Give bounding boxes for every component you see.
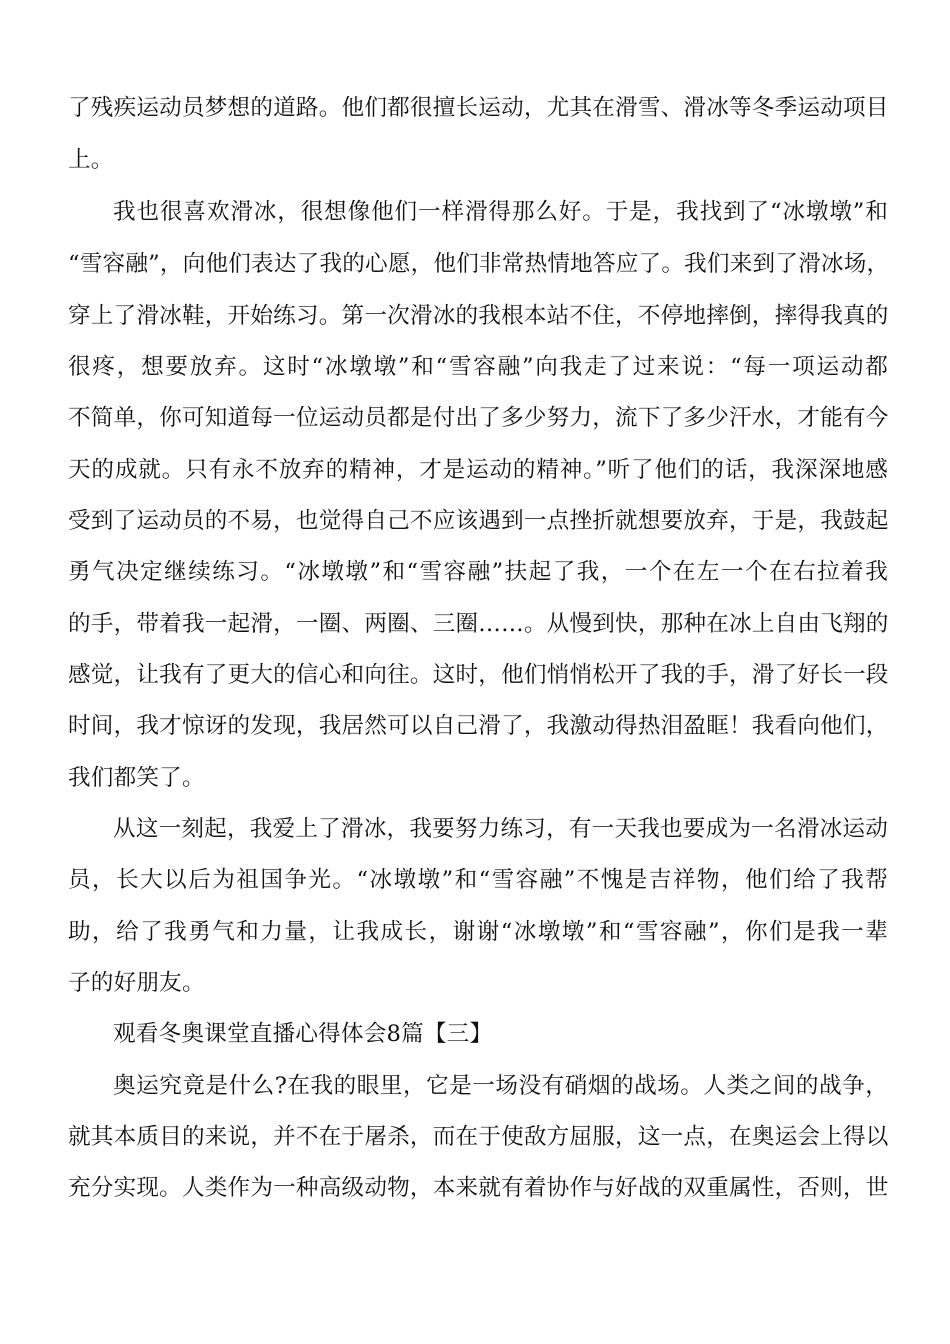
text-line: 我们都笑了。 (68, 765, 205, 791)
text-line: 上。 (68, 147, 114, 173)
text-line: 穿上了滑冰鞋，开始练习。第一次滑冰的我根本站不住，不停地摔倒，摔得我真的 (68, 303, 889, 329)
text-line: 了残疾运动员梦想的道路。他们都很擅长运动，尤其在滑雪、滑冰等冬季运动项目 (68, 95, 889, 121)
text-line: 奥运究竟是什么?在我的眼里，它是一场没有硝烟的战场。人类之间的战争， (113, 1073, 888, 1099)
text-line: 不简单，你可知道每一位运动员都是付出了多少努力，流下了多少汗水，才能有今 (68, 405, 889, 431)
text-line: 勇气决定继续练习。“冰墩墩”和“雪容融”扶起了我，一个在左一个在右拉着我 (68, 559, 888, 585)
text-line: 天的成就。只有永不放弃的精神，才是运动的精神。”听了他们的话，我深深地感 (68, 457, 888, 483)
text-line: 子的好朋友。 (68, 970, 205, 996)
text-line: “雪容融”，向他们表达了我的心愿，他们非常热情地答应了。我们来到了滑冰场， (68, 251, 890, 277)
text-line: 从这一刻起，我爱上了滑冰，我要努力练习，有一天我也要成为一名滑冰运动 (113, 816, 888, 842)
text-line: 我也很喜欢滑冰，很想像他们一样滑得那么好。于是，我找到了“冰墩墩”和 (113, 199, 888, 225)
text-line: 助，给了我勇气和力量，让我成长，谢谢“冰墩墩”和“雪容融”，你们是我一辈 (68, 919, 888, 945)
section-heading: 观看冬奥课堂直播心得体会8篇【三】 (113, 1021, 493, 1047)
text-line: 员，长大以后为祖国争光。“冰墩墩”和“雪容融”不愧是吉祥物，他们给了我帮 (68, 867, 888, 893)
text-line: 很疼，想要放弃。这时“冰墩墩”和“雪容融”向我走了过来说：“每一项运动都 (68, 354, 888, 380)
text-line: 受到了运动员的不易，也觉得自己不应该遇到一点挫折就想要放弃，于是，我鼓起 (68, 508, 889, 534)
text-line: 就其本质目的来说，并不在于屠杀，而在于使敌方屈服，这一点，在奥运会上得以 (68, 1124, 889, 1150)
text-line: 时间，我才惊讶的发现，我居然可以自己滑了，我激动得热泪盈眶！我看向他们， (68, 713, 889, 739)
text-line: 充分实现。人类作为一种高级动物，本来就有着协作与好战的双重属性，否则，世 (68, 1175, 889, 1201)
text-line: 感觉，让我有了更大的信心和向往。这时，他们悄悄松开了我的手，滑了好长一段 (68, 662, 889, 688)
text-line: 的手，带着我一起滑，一圈、两圈、三圈……。从慢到快，那种在冰上自由飞翔的 (68, 611, 889, 637)
